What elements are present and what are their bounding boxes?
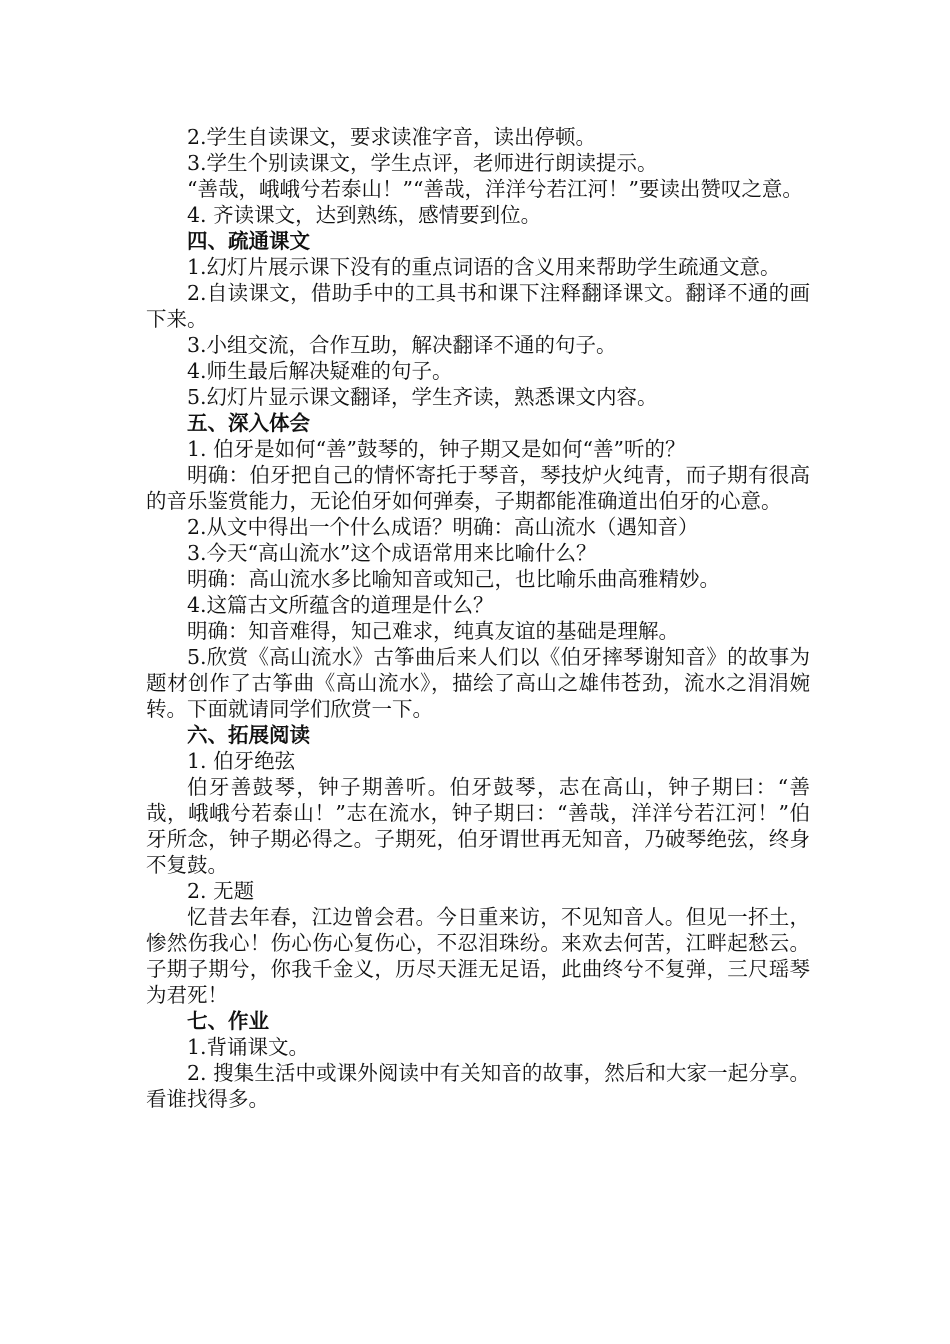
section-heading: 七、作业 bbox=[187, 1009, 269, 1033]
paragraph: 5.欣赏《高山流水》古筝曲后来人们以《伯牙摔琴谢知音》的故事为题材创作了古筝曲《高山流水》，描绘了高山之雄伟苍劲，流水之涓涓婉转。下面就请同学们欣赏一下。 bbox=[146, 645, 810, 721]
paragraph: 2. 搜集生活中或课外阅读中有关知音的故事，然后和大家一起分享。看谁找得多。 bbox=[146, 1061, 810, 1111]
paragraph: 2. 无题 bbox=[187, 879, 255, 903]
paragraph: 5.幻灯片显示课文翻译，学生齐读，熟悉课文内容。 bbox=[187, 385, 658, 409]
paragraph: “善哉，峨峨兮若泰山！”“善哉，洋洋兮若江河！”要读出赞叹之意。 bbox=[187, 177, 803, 201]
paragraph: 1. 伯牙绝弦 bbox=[187, 749, 296, 773]
paragraph: 4.师生最后解决疑难的句子。 bbox=[187, 359, 453, 383]
paragraph: 明确：伯牙把自己的情怀寄托于琴音，琴技炉火纯青，而子期有很高的音乐鉴赏能力，无论伯牙如何弹奏，子期都能准确道出伯牙的心意。 bbox=[146, 463, 810, 513]
paragraph: 2.学生自读课文，要求读准字音，读出停顿。 bbox=[187, 125, 597, 149]
paragraph: 4.这篇古文所蕴含的道理是什么？ bbox=[187, 593, 494, 617]
paragraph: 1. 伯牙是如何“善”鼓琴的，钟子期又是如何“善”听的？ bbox=[187, 437, 686, 461]
paragraph: 4. 齐读课文，达到熟练，感情要到位。 bbox=[187, 203, 542, 227]
section-heading: 四、疏通课文 bbox=[187, 229, 310, 253]
paragraph: 明确：知音难得，知己难求，纯真友谊的基础是理解。 bbox=[187, 619, 679, 643]
paragraph: 明确：高山流水多比喻知音或知己，也比喻乐曲高雅精妙。 bbox=[187, 567, 720, 591]
document-page bbox=[146, 124, 810, 1112]
paragraph: 3.今天“高山流水”这个成语常用来比喻什么？ bbox=[187, 541, 597, 565]
paragraph: 2.自读课文，借助手中的工具书和课下注释翻译课文。翻译不通的画下来。 bbox=[146, 281, 810, 331]
paragraph: 3.学生个别读课文，学生点评，老师进行朗读提示。 bbox=[187, 151, 658, 175]
section-heading: 五、深入体会 bbox=[187, 411, 310, 435]
paragraph: 忆昔去年春，江边曾会君。今日重来访，不见知音人。但见一抔土，惨然伤我心！伤心伤心复伤心，不忍泪珠纷。来欢去何苦，江畔起愁云。子期子期兮，你我千金义，历尽天涯无足语，此曲终兮不复弹，三尺瑶琴为君死！ bbox=[146, 905, 810, 1007]
paragraph: 伯牙善鼓琴，钟子期善听。伯牙鼓琴，志在高山，钟子期曰：“善哉，峨峨兮若泰山！”志在流水，钟子期曰：“善哉，洋洋兮若江河！”伯牙所念，钟子期必得之。子期死，伯牙谓世再无知音，乃破琴绝弦，终身不复鼓。 bbox=[146, 775, 810, 877]
paragraph: 1.背诵课文。 bbox=[187, 1035, 310, 1059]
paragraph: 3.小组交流，合作互助，解决翻译不通的句子。 bbox=[187, 333, 617, 357]
paragraph: 1.幻灯片展示课下没有的重点词语的含义用来帮助学生疏通文意。 bbox=[187, 255, 781, 279]
paragraph: 2.从文中得出一个什么成语？明确：高山流水（遇知音） bbox=[187, 515, 699, 539]
section-heading: 六、拓展阅读 bbox=[187, 723, 310, 747]
